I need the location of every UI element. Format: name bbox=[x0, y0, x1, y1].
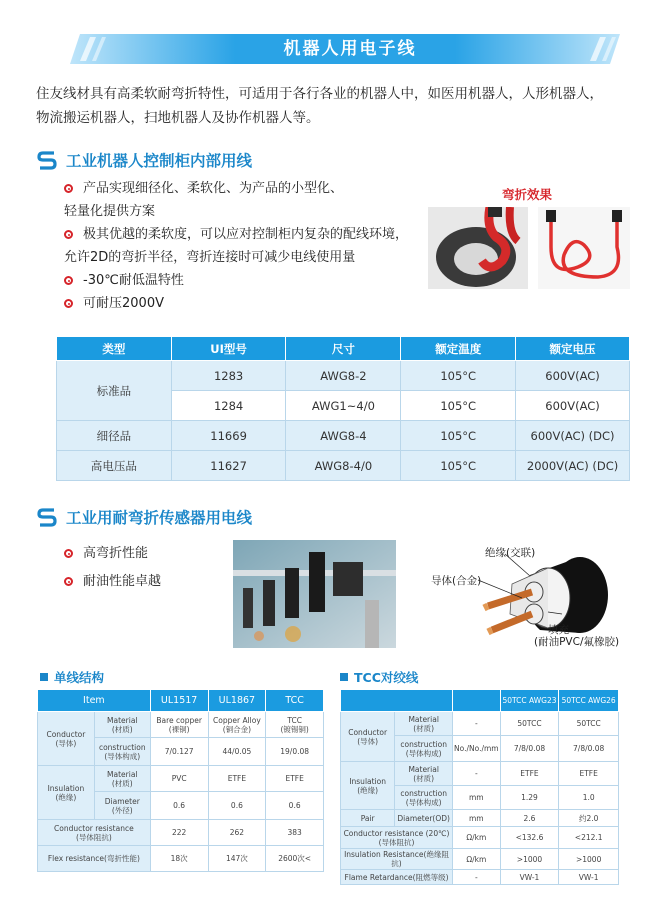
bullet-item bbox=[64, 542, 161, 565]
table-header: 尺寸 bbox=[286, 337, 401, 361]
table-cell: VW-1 bbox=[559, 870, 619, 885]
single-structure-heading bbox=[40, 668, 104, 686]
bullet-continuation: 轻量化提供方案 bbox=[64, 204, 156, 219]
table-cell: AWG8-2 bbox=[286, 361, 401, 391]
table-header: 50TCC AWG23 bbox=[500, 690, 559, 712]
bullet-icon bbox=[64, 230, 73, 239]
table-cell: Ω/km bbox=[453, 827, 501, 849]
tcc-table bbox=[340, 689, 619, 885]
bullet-icon bbox=[64, 577, 73, 586]
table-cell: VW-1 bbox=[500, 870, 559, 885]
table-cell: ETFE bbox=[266, 766, 324, 792]
table-cell: - bbox=[453, 712, 501, 736]
table-row bbox=[57, 361, 630, 391]
table-cell: Conductor (导体) bbox=[38, 712, 95, 766]
table-cell: 0.6 bbox=[150, 792, 208, 820]
table-cell: 11627 bbox=[171, 451, 286, 481]
table-cell: ETFE bbox=[500, 762, 559, 786]
table-cell: Flame Retardance(阻燃等级) bbox=[341, 870, 453, 885]
bullet-icon bbox=[64, 299, 73, 308]
table-cell: 105°C bbox=[401, 421, 516, 451]
table-cell: 147次 bbox=[208, 846, 266, 872]
table-cell: construction (导体构成) bbox=[395, 786, 453, 810]
table-header: 额定电压 bbox=[516, 337, 630, 361]
table-cell: 1.29 bbox=[500, 786, 559, 810]
table-cell: Material (材质) bbox=[395, 762, 453, 786]
table-header bbox=[341, 690, 453, 712]
bullet-item bbox=[64, 269, 424, 292]
table-row bbox=[38, 820, 324, 846]
table-cell: 0.6 bbox=[208, 792, 266, 820]
table-cell: 105°C bbox=[401, 451, 516, 481]
s-logo-icon bbox=[36, 149, 58, 171]
table-cell: 标准品 bbox=[57, 361, 172, 421]
table-cell: Material (材质) bbox=[94, 766, 150, 792]
square-bullet-icon bbox=[40, 673, 48, 681]
section2-bullets bbox=[64, 542, 161, 593]
bend-photo-ring bbox=[428, 207, 528, 289]
table-cell: No./No./mm bbox=[453, 736, 501, 762]
table-row bbox=[38, 712, 324, 738]
table-cell: construction (导体构成) bbox=[94, 738, 150, 766]
table-header: UL1517 bbox=[150, 690, 208, 712]
table-header bbox=[453, 690, 501, 712]
bullet-text: 耐油性能卓越 bbox=[83, 574, 162, 589]
table-cell: 2000V(AC) (DC) bbox=[516, 451, 630, 481]
table-cell: 11669 bbox=[171, 421, 286, 451]
table-row bbox=[38, 846, 324, 872]
table-cell: 7/8/0.08 bbox=[559, 736, 619, 762]
table-cell: Material (材质) bbox=[94, 712, 150, 738]
table-cell: 105°C bbox=[401, 391, 516, 421]
table-cell: ETFE bbox=[559, 762, 619, 786]
insulation-label: 绝缘(交联) bbox=[485, 547, 536, 559]
section1-bullets bbox=[64, 177, 424, 315]
table-cell: <132.6 bbox=[500, 827, 559, 849]
filler-material-label: (耐油PVC/氟橡胶) bbox=[534, 636, 620, 648]
table-cell: mm bbox=[453, 810, 501, 827]
spec-table bbox=[56, 336, 630, 481]
section1-heading bbox=[36, 149, 252, 171]
bullet-icon bbox=[64, 276, 73, 285]
table-cell: 222 bbox=[150, 820, 208, 846]
table-header: Item bbox=[38, 690, 151, 712]
intro-line: 物流搬运机器人，扫地机器人及协作机器人等。 bbox=[36, 110, 320, 126]
square-bullet-icon bbox=[340, 673, 348, 681]
table-cell: AWG8-4 bbox=[286, 421, 401, 451]
table-cell: 约2.0 bbox=[559, 810, 619, 827]
table-cell: 1.0 bbox=[559, 786, 619, 810]
bullet-item bbox=[64, 292, 424, 315]
bullet-icon bbox=[64, 184, 73, 193]
table-cell: 262 bbox=[208, 820, 266, 846]
table-cell: Insulation Resistance(绝缘阻抗) bbox=[341, 849, 453, 870]
table-cell: >1000 bbox=[559, 849, 619, 870]
table-cell: 细径品 bbox=[57, 421, 172, 451]
bend-effect-label: 弯折效果 bbox=[502, 187, 553, 202]
table-cell: Diameter(OD) bbox=[395, 810, 453, 827]
table-cell: 1283 bbox=[171, 361, 286, 391]
table-cell: AWG1~4/0 bbox=[286, 391, 401, 421]
table-header-row bbox=[341, 690, 619, 712]
table-cell: Pair bbox=[341, 810, 395, 827]
table-row bbox=[341, 762, 619, 786]
table-cell: 50TCC bbox=[500, 712, 559, 736]
bullet-text: 高弯折性能 bbox=[83, 546, 149, 561]
bullet-text: 可耐压2000V bbox=[83, 296, 164, 311]
table-cell: Conductor (导体) bbox=[341, 712, 395, 762]
single-structure-table bbox=[37, 689, 324, 872]
table-cell: 600V(AC) bbox=[516, 361, 630, 391]
table-cell: Conductor resistance (20℃) (导体阻抗) bbox=[341, 827, 453, 849]
table-cell: 600V(AC) bbox=[516, 391, 630, 421]
table-cell: 高电压品 bbox=[57, 451, 172, 481]
section2-heading bbox=[36, 506, 252, 528]
bullet-continuation: 允许2D的弯折半径，弯折连接时可减少电线使用量 bbox=[64, 250, 356, 265]
table-cell: Diameter (外径) bbox=[94, 792, 150, 820]
sensor-photo bbox=[233, 540, 396, 648]
table-row bbox=[341, 712, 619, 736]
bullet-text: 极其优越的柔软度，可以应对控制柜内复杂的配线环境， bbox=[83, 227, 409, 242]
bullet-item bbox=[64, 570, 161, 593]
table-header: 50TCC AWG26 bbox=[559, 690, 619, 712]
table-header-row bbox=[57, 337, 630, 361]
bullet-icon bbox=[64, 549, 73, 558]
bullet-text: 产品实现细径化、柔软化、为产品的小型化、 bbox=[83, 181, 344, 196]
table-cell: 50TCC bbox=[559, 712, 619, 736]
table-cell: PVC bbox=[150, 766, 208, 792]
conductor-label: 导体(合金) bbox=[431, 575, 482, 587]
table-cell: 0.6 bbox=[266, 792, 324, 820]
table-cell: - bbox=[453, 870, 501, 885]
section1-title: 工业机器人控制柜内部用线 bbox=[66, 152, 253, 170]
table-cell: 2.6 bbox=[500, 810, 559, 827]
table-cell: 2600次< bbox=[266, 846, 324, 872]
tcc-title: TCC对绞线 bbox=[354, 670, 419, 685]
table-cell: Conductor resistance (导体阻抗) bbox=[38, 820, 151, 846]
table-row bbox=[57, 421, 630, 451]
table-cell: Insulation (绝缘) bbox=[38, 766, 95, 820]
table-header: 额定温度 bbox=[401, 337, 516, 361]
table-cell: >1000 bbox=[500, 849, 559, 870]
tcc-heading bbox=[340, 668, 418, 686]
table-header: UL1867 bbox=[208, 690, 266, 712]
table-cell: Insulation (绝缘) bbox=[341, 762, 395, 810]
table-cell: construction (导体构成) bbox=[395, 736, 453, 762]
intro-paragraph bbox=[36, 82, 636, 130]
table-cell: 383 bbox=[266, 820, 324, 846]
table-cell: 600V(AC) (DC) bbox=[516, 421, 630, 451]
table-row bbox=[341, 849, 619, 870]
table-cell: 18次 bbox=[150, 846, 208, 872]
table-cell: 1284 bbox=[171, 391, 286, 421]
table-cell: 7/8/0.08 bbox=[500, 736, 559, 762]
table-header: UI型号 bbox=[171, 337, 286, 361]
page-banner bbox=[70, 34, 630, 64]
table-row bbox=[341, 870, 619, 885]
bullet-text: -30℃耐低温特性 bbox=[83, 273, 184, 288]
table-row bbox=[341, 827, 619, 849]
table-cell: 7/0.127 bbox=[150, 738, 208, 766]
table-row bbox=[38, 766, 324, 792]
table-cell: Flex resistance(弯折性能) bbox=[38, 846, 151, 872]
bullet-item bbox=[64, 223, 424, 246]
bend-photo-coil bbox=[538, 207, 630, 289]
table-cell: 19/0.08 bbox=[266, 738, 324, 766]
table-cell: Ω/km bbox=[453, 849, 501, 870]
table-header-row bbox=[38, 690, 324, 712]
single-structure-title: 单线结构 bbox=[54, 670, 105, 685]
filler-label: 填充 bbox=[548, 624, 569, 636]
intro-line: 住友线材具有高柔软耐弯折特性，可适用于各行各业的机器人中，如医用机器人，人形机器人， bbox=[36, 86, 603, 102]
table-cell: Material (材质) bbox=[395, 712, 453, 736]
s-logo-icon bbox=[36, 506, 58, 528]
bullet-item bbox=[64, 177, 424, 200]
table-row bbox=[341, 810, 619, 827]
table-cell: TCC (镀锡铜) bbox=[266, 712, 324, 738]
table-cell: ETFE bbox=[208, 766, 266, 792]
table-header: 类型 bbox=[57, 337, 172, 361]
table-cell: Bare copper (裸铜) bbox=[150, 712, 208, 738]
table-row bbox=[57, 451, 630, 481]
table-header: TCC bbox=[266, 690, 324, 712]
section2-title: 工业用耐弯折传感器用电线 bbox=[66, 509, 253, 527]
table-cell: mm bbox=[453, 786, 501, 810]
table-cell: - bbox=[453, 762, 501, 786]
page-title: 机器人用电子线 bbox=[283, 39, 417, 59]
table-cell: Copper Alloy (铜合金) bbox=[208, 712, 266, 738]
table-cell: 105°C bbox=[401, 361, 516, 391]
table-cell: AWG8-4/0 bbox=[286, 451, 401, 481]
table-cell: 44/0.05 bbox=[208, 738, 266, 766]
table-cell: <212.1 bbox=[559, 827, 619, 849]
